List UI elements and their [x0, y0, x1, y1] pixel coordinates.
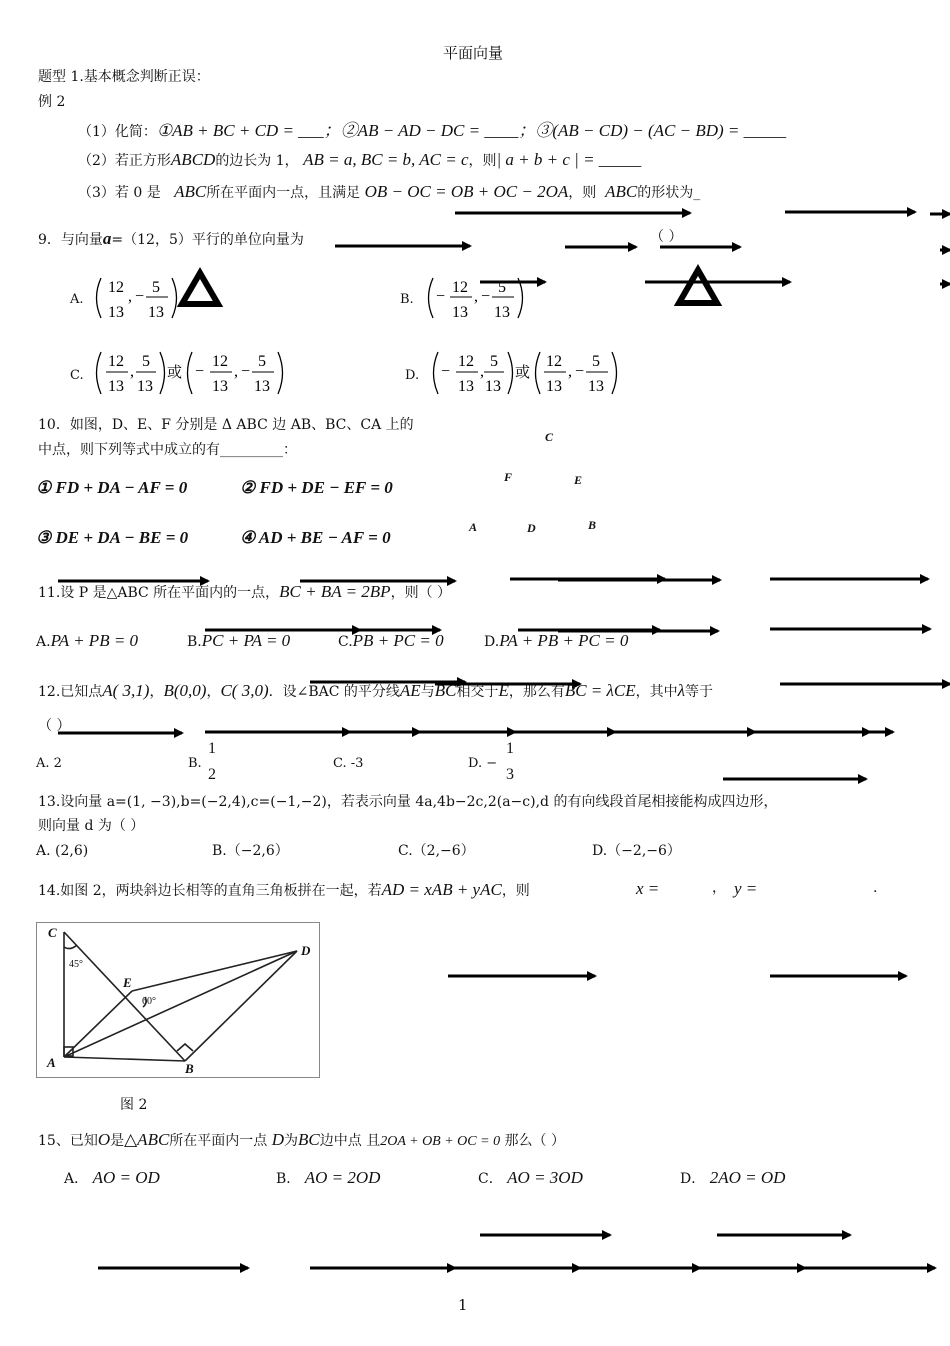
q14-stem: 14.如图 2，两块斜边长相等的直角三角板拼在一起，若AD = xAB + yAC，则 — [38, 880, 530, 899]
q9-paren: （ ） — [650, 229, 683, 245]
svg-text:−: − — [575, 363, 585, 380]
q15-option-d[interactable]: D． 2AO = OD — [680, 1168, 786, 1187]
svg-text:5: 5 — [258, 353, 266, 370]
q13-stem-line1: 13.设向量 a=(1, −3),b=(−2,4),c=(−1,−2)，若表示向量 4a,4b−2c,2(a−c),d 的有向线段首尾相接能构成四边形， — [38, 794, 778, 810]
svg-text:,: , — [130, 363, 134, 380]
q12-option-d-den: 3 — [506, 766, 514, 783]
svg-text:或: 或 — [515, 363, 531, 381]
svg-text:13: 13 — [137, 378, 153, 395]
q10-point-d: D — [527, 521, 536, 535]
fig-point-b: B — [185, 1061, 194, 1076]
q9-option-c-vector — [97, 352, 283, 395]
q12-stem: 12.已知点A( 3,1)，B(0,0)，C( 3,0)．设∠BAC 的平分线AE与BC相交于E，那么有BC = λCE，其中λ等于 — [38, 681, 713, 700]
q11-stem: 11.设 P 是△ABC 所在平面内的一点，BC + BA = 2BP，则（ ） — [38, 582, 452, 601]
q10-eq3: ③ DE + DA − BE = 0 — [36, 528, 189, 547]
svg-text:13: 13 — [485, 378, 501, 395]
svg-text:12: 12 — [212, 353, 228, 370]
q15-stem: 15、已知O是△ABC所在平面内一点 D为BC边中点 且2OA + OB + OC = 0 那么（ ） — [38, 1130, 565, 1149]
q12-option-a[interactable]: A. 2 — [36, 756, 62, 771]
q13-option-d[interactable]: D.（−2,−6） — [592, 843, 681, 859]
svg-text:,: , — [234, 363, 238, 380]
q10-eq4: ④ AD + BE − AF = 0 — [240, 528, 391, 547]
svg-text:−: − — [241, 363, 251, 380]
svg-text:13: 13 — [212, 378, 228, 395]
svg-text:13: 13 — [458, 378, 474, 395]
q15-option-a[interactable]: A． AO = OD — [64, 1168, 160, 1187]
q13-stem-line2: 则向量 d 为（ ） — [38, 818, 145, 834]
q14-figure — [36, 922, 320, 1078]
svg-text:−: − — [195, 363, 205, 380]
q10-eq2: ② FD + DE − EF = 0 — [240, 478, 393, 497]
q10-point-c: C — [545, 430, 554, 444]
fig-point-e: E — [123, 975, 132, 990]
q9-option-c-label: C. — [70, 368, 84, 383]
q11-option-a[interactable]: A.PA + PB = 0 — [36, 631, 139, 650]
q10-stem-line1: 10．如图，D、E、F 分别是 Δ ABC 边 AB、BC、CA 上的 — [38, 417, 414, 433]
ex2-q2: （2）若正方形ABCD的边长为 1， AB = a, BC = b, AC = c，则| a + b + c | = _____ — [78, 150, 642, 169]
q9a-num2: 5 — [152, 279, 160, 296]
q14-figure-caption: 图 2 — [120, 1097, 148, 1113]
page-title: 平面向量 — [443, 44, 504, 62]
fig-point-d: D — [301, 943, 311, 958]
q9a-den2: 13 — [148, 304, 164, 321]
q9-option-b-vector — [429, 278, 523, 321]
q11-option-d[interactable]: D.PA + PB + PC = 0 — [484, 631, 629, 650]
ex2-q3: （3）若 0 是 ABC所在平面内一点，且满足 OB − OC = OB + OC − 2OA，则 ABC的形状为_ — [78, 182, 701, 201]
fig-angle-60: 60° — [142, 996, 156, 1007]
q14-end: . — [873, 880, 878, 896]
svg-text:−: − — [441, 363, 451, 380]
svg-text:12: 12 — [108, 353, 124, 370]
q9-option-b-label: B. — [400, 292, 414, 307]
q14-y-blank: y = — [734, 879, 758, 898]
svg-text:,: , — [568, 363, 572, 380]
fig-point-c: C — [48, 925, 57, 940]
svg-text:,: , — [128, 288, 132, 305]
q15-option-b[interactable]: B． AO = 2OD — [276, 1168, 381, 1187]
svg-text:5: 5 — [592, 353, 600, 370]
svg-text:5: 5 — [142, 353, 150, 370]
q15-option-c[interactable]: C． AO = 3OD — [478, 1168, 583, 1187]
svg-text:13: 13 — [452, 304, 468, 321]
svg-text:或: 或 — [167, 363, 183, 381]
q12-option-d-label[interactable]: D. − — [468, 756, 498, 771]
q14-separator: ， — [712, 880, 726, 896]
q12-option-b-num: 1 — [208, 740, 216, 757]
q10-eq1: ① FD + DA − AF = 0 — [36, 478, 188, 497]
svg-text:13: 13 — [108, 378, 124, 395]
q12-option-c[interactable]: C. -3 — [333, 756, 364, 771]
svg-text:13: 13 — [588, 378, 604, 395]
q9-option-a-label: A. — [70, 292, 84, 307]
fig-angle-45: 45° — [69, 959, 83, 970]
q9-option-d-vector — [434, 352, 617, 395]
q9-option-d-label: D. — [405, 368, 420, 383]
svg-text:5: 5 — [498, 279, 506, 296]
page-number: 1 — [458, 1296, 468, 1314]
q14-x-blank: x = — [636, 879, 660, 898]
svg-text:13: 13 — [254, 378, 270, 395]
fig-point-a: A — [47, 1055, 56, 1070]
q13-option-c[interactable]: C.（2,−6） — [398, 843, 475, 859]
section-heading: 题型 1.基本概念判断正误： — [38, 69, 210, 85]
q9-stem: 9．与向量a=（12，5）平行的单位向量为 — [38, 229, 304, 248]
q13-option-a[interactable]: A. (2,6) — [36, 843, 89, 859]
ex2-q1: （1）化简：①AB + BC + CD = ___；②AB − AD − DC = ____；③(AB − CD) − (AC − BD) = _____ — [78, 121, 787, 140]
q11-option-c[interactable]: C.PB + PC = 0 — [338, 631, 444, 650]
q10-point-f: F — [504, 470, 513, 484]
q9-option-a-vector — [97, 278, 177, 321]
q12-paren: （ ） — [38, 718, 71, 734]
q13-option-b[interactable]: B.（−2,6） — [212, 843, 289, 859]
q12-option-d-num: 1 — [506, 740, 514, 757]
svg-text:−: − — [436, 288, 446, 305]
q12-option-b-den: 2 — [208, 766, 216, 783]
svg-text:−: − — [135, 288, 145, 305]
svg-text:,: , — [474, 288, 478, 305]
q12-option-b-label[interactable]: B. — [188, 756, 202, 771]
q9a-den1: 13 — [108, 304, 124, 321]
svg-text:12: 12 — [452, 279, 468, 296]
example-label: 例 2 — [38, 94, 66, 110]
svg-text:13: 13 — [494, 304, 510, 321]
svg-text:5: 5 — [490, 353, 498, 370]
q10-stem-line2: 中点，则下列等式中成立的有_________： — [38, 442, 297, 458]
q10-point-a: A — [469, 520, 478, 534]
svg-text:,: , — [480, 363, 484, 380]
svg-text:13: 13 — [546, 378, 562, 395]
svg-text:12: 12 — [546, 353, 562, 370]
q11-option-b[interactable]: B.PC + PA = 0 — [187, 631, 291, 650]
svg-text:−: − — [481, 288, 491, 305]
svg-text:12: 12 — [458, 353, 474, 370]
q10-point-e: E — [574, 473, 583, 487]
q9a-num1: 12 — [108, 279, 124, 296]
q10-point-b: B — [588, 518, 597, 532]
